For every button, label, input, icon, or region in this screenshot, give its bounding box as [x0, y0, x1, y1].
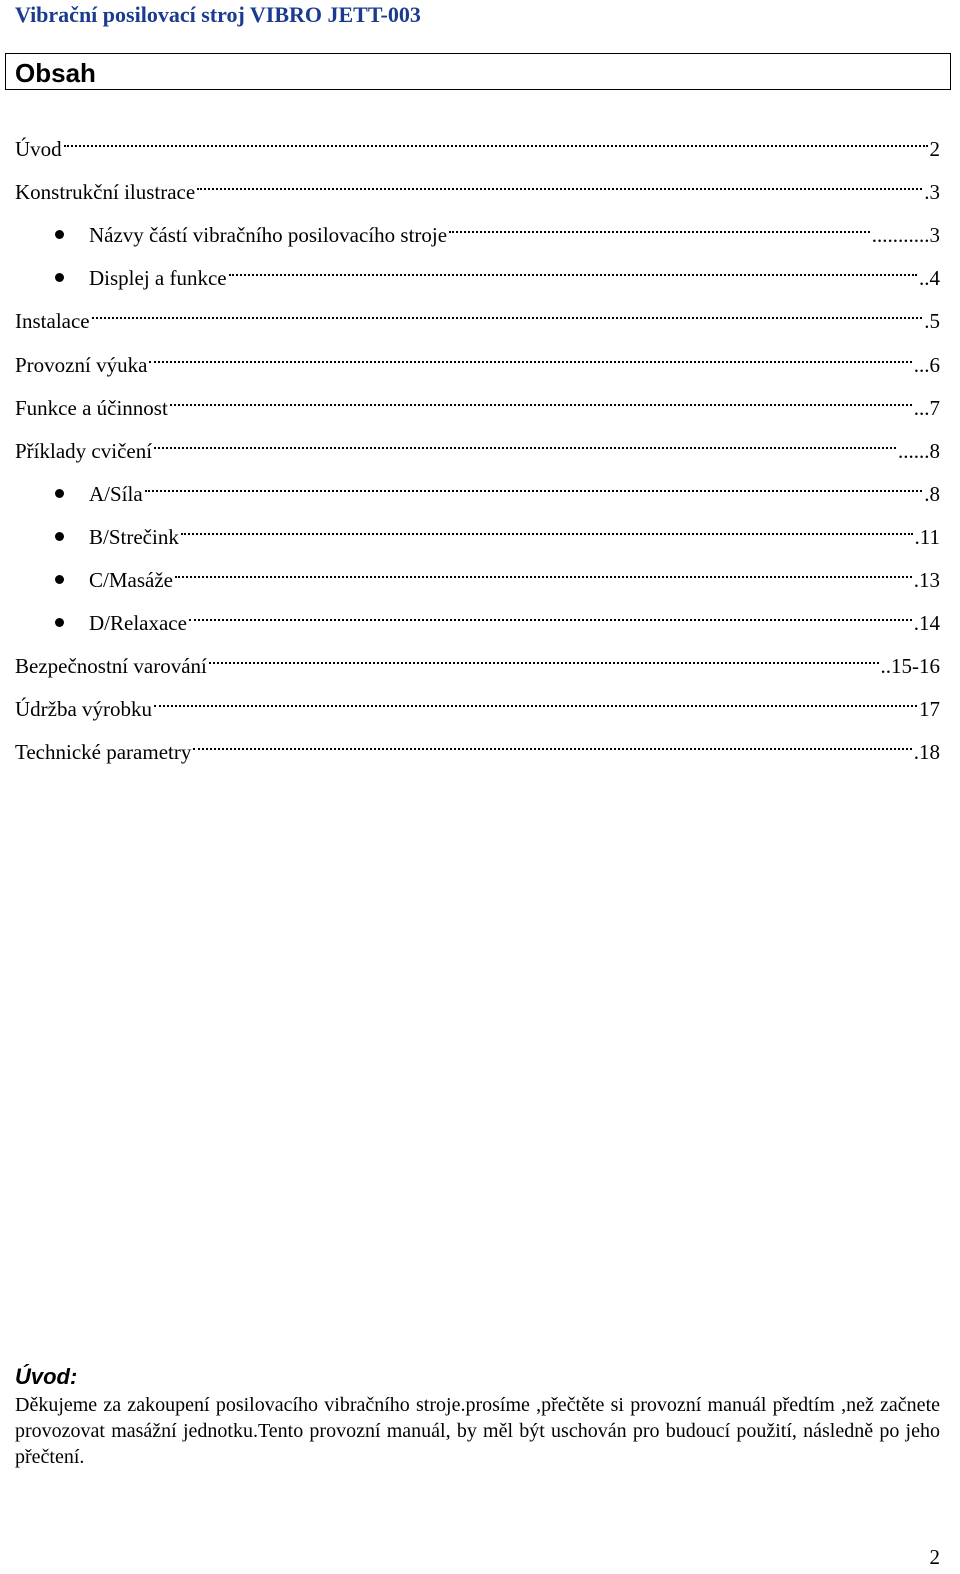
toc-entry-label: D/Relaxace: [89, 611, 187, 635]
toc-title-box: [5, 53, 951, 90]
toc-entry-label: Názvy částí vibračního posilovacího stroje: [89, 223, 448, 247]
toc-dot-leader: [193, 729, 911, 759]
toc-dot-leader: [229, 255, 917, 285]
toc-dot-leader: [149, 342, 911, 372]
toc-entry[interactable]: [15, 686, 940, 721]
toc-entry-page: .8: [924, 482, 940, 506]
toc-entry[interactable]: [55, 471, 940, 506]
toc-entry-label: Bezpečnostní varování: [15, 654, 207, 678]
page-number: 2: [929, 1545, 940, 1569]
toc-entry-label: Příklady cvičení: [15, 439, 153, 463]
toc-entry[interactable]: [55, 557, 940, 592]
toc-entry-label: Technické parametry: [15, 740, 192, 764]
toc-entry-label: Úvod: [15, 137, 62, 161]
toc-entry[interactable]: [15, 126, 940, 161]
toc-dot-leader: [197, 169, 922, 199]
toc-dot-leader: [170, 385, 912, 415]
toc-title: Obsah: [15, 58, 96, 88]
toc-dot-leader: [189, 600, 912, 630]
toc-entry-label: C/Masáže: [89, 568, 173, 592]
toc-entry-page: ......8: [898, 439, 940, 463]
toc-dot-leader: [154, 428, 896, 458]
toc-dot-leader: [209, 643, 879, 673]
toc-entry[interactable]: [55, 255, 940, 290]
toc-entry[interactable]: [15, 342, 940, 377]
toc-entry-page: ..4: [919, 266, 940, 290]
toc-entry[interactable]: [55, 600, 940, 635]
bullet-icon: [55, 575, 64, 584]
toc-entry-page: .18: [913, 740, 940, 764]
toc-entry[interactable]: [15, 385, 940, 420]
toc-entry-page: ...........3: [871, 223, 940, 247]
toc-entry[interactable]: [15, 643, 940, 678]
toc-entry-page: .13: [913, 568, 940, 592]
bullet-icon: [55, 273, 64, 282]
toc-dot-leader: [449, 212, 870, 242]
intro-paragraph: Děkujeme za zakoupení posilovacího vibračního stroje.prosíme ,přečtěte si provozní manuál předtím ,než začnete provozovat masážní jednotku.Tento provozní manuál, by měl být uschován pro budoucí použití, následně po jeho přečtení.: [15, 1394, 940, 1468]
toc-dot-leader: [154, 686, 917, 716]
toc-entry-label: Displej a funkce: [89, 266, 227, 290]
toc-dot-leader: [92, 298, 923, 328]
toc-entry[interactable]: [15, 729, 940, 764]
toc-entry[interactable]: [15, 428, 940, 463]
toc-entry-page: .3: [924, 180, 940, 204]
toc-entry-page: ..15-16: [880, 654, 940, 678]
toc-dot-leader: [175, 557, 912, 587]
toc-entry-page: ...6: [913, 353, 940, 377]
toc-dot-leader: [181, 514, 913, 544]
bullet-icon: [55, 230, 64, 239]
toc-entry-label: Konstrukční ilustrace: [15, 180, 196, 204]
toc-entry-page: .14: [913, 611, 940, 635]
toc-entry[interactable]: [15, 169, 940, 204]
toc-entry-label: Údržba výrobku: [15, 697, 153, 721]
toc-dot-leader: [64, 126, 928, 156]
toc-entry-label: Instalace: [15, 309, 90, 333]
toc-entry-label: Provozní výuka: [15, 353, 148, 377]
toc-entry-label: Funkce a účinnost: [15, 396, 168, 420]
toc-entry[interactable]: [55, 212, 940, 247]
toc-entry-label: A/Síla: [89, 482, 143, 506]
toc-entry[interactable]: [55, 514, 940, 549]
toc-entry-page: 2: [929, 137, 940, 161]
bullet-icon: [55, 489, 64, 498]
toc-entry-page: 17: [919, 697, 940, 721]
toc-entry-page: ...7: [913, 396, 940, 420]
toc-entry-page: .11: [914, 525, 940, 549]
document-header-title: Vibrační posilovací stroj VIBRO JETT-003: [15, 2, 421, 27]
bullet-icon: [55, 532, 64, 541]
toc-entry-page: .5: [924, 309, 940, 333]
bullet-icon: [55, 618, 64, 627]
toc-entry[interactable]: [15, 298, 940, 333]
toc-dot-leader: [145, 471, 923, 501]
toc-entry-label: B/Strečink: [89, 525, 179, 549]
intro-heading: Úvod:: [15, 1364, 78, 1389]
